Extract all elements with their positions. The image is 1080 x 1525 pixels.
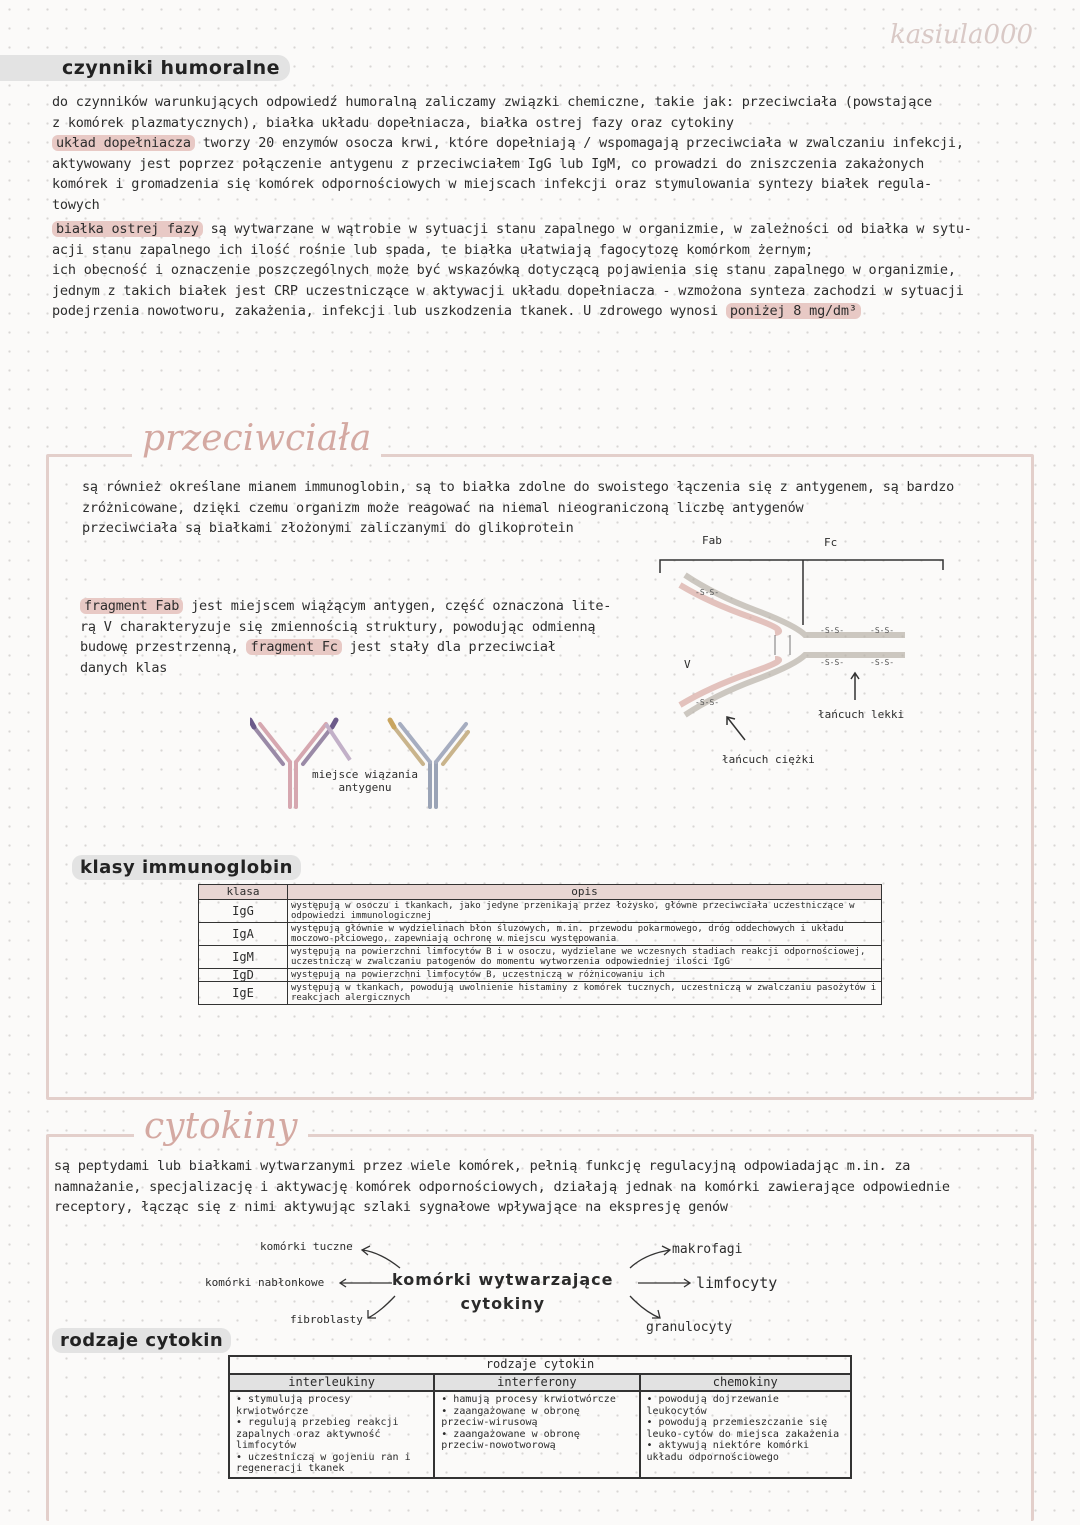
text-line: przeciwciała są białkami złożonymi zaliczanymi do glikoprotein xyxy=(82,520,574,536)
column-header: chemokiny xyxy=(640,1374,852,1392)
list-item-text: zaangażowane w obronę przeciw-nowotworową xyxy=(441,1428,580,1451)
ig-desc: występują w tkankach, powodują uwolnienie histaminy z komórek tucznych, uczestniczą w zwalczaniu pasożytów i reakcjach alergicznych xyxy=(288,982,882,1005)
complement-term: układ dopełniacza xyxy=(52,135,195,151)
table-header-row xyxy=(229,1374,851,1392)
label-line: cytokiny xyxy=(460,1294,545,1313)
ig-class: IgE xyxy=(199,982,288,1005)
table-row xyxy=(199,946,882,969)
text-line xyxy=(80,637,660,658)
column-header-desc: opis xyxy=(288,885,882,900)
antibody-structure-diagram xyxy=(655,555,955,745)
arrow-macrophages xyxy=(630,1246,670,1268)
producer-lymphocytes: limfocyty xyxy=(696,1274,778,1292)
section-heading-ig-classes: klasy immunoglobin xyxy=(72,855,301,880)
list-item-text: hamują procesy krwiotwórcze xyxy=(453,1394,616,1405)
list-item: • stymulują procesy krwiotwórcze xyxy=(236,1394,351,1417)
list-item-text: zaangażowane w obronę przeciw-wirusową xyxy=(441,1405,580,1428)
list-item: • powodują przemieszczanie się leuko-cytów do miejsca zakażenia xyxy=(646,1417,840,1440)
ig-desc: występują na powierzchni limfocytów B, uczestniczą w różnicowaniu ich xyxy=(288,969,882,982)
v-label: V xyxy=(684,658,691,671)
text-span: budowę przestrzenną, xyxy=(80,639,247,655)
fab-term: fragment Fab xyxy=(80,598,183,614)
humoral-text xyxy=(52,92,1062,322)
hinge xyxy=(775,635,790,655)
table-cell xyxy=(229,1391,434,1478)
signature: kasiula000 xyxy=(890,20,1034,50)
producer-granulocytes: granulocyty xyxy=(646,1320,733,1335)
list-item-text: powodują dojrzewanie leukocytów xyxy=(646,1394,779,1417)
table-row xyxy=(199,982,882,1005)
text-line: acji stanu zapalnego ich ilość rośnie lub spada, te białka ułatwiają fagocytozę komórkom żernym; xyxy=(52,241,814,258)
antibodies-intro xyxy=(82,477,1022,539)
text-line: namnażanie, specjalizację i aktywację komórek odpornościowych, działają jednak na komórki zawierające odpowiednie xyxy=(54,1178,950,1195)
ss-bond: -S-S- xyxy=(820,626,845,635)
text-line: receptory, łącząc się z nimi aktywując szlaki sygnałowe wpływające na ekspresję genów xyxy=(54,1199,728,1215)
table-title-row xyxy=(229,1356,851,1374)
text-line xyxy=(52,133,1062,154)
arrow-lymphocytes xyxy=(638,1279,690,1287)
list-item-text: regulują przebieg reakcji zapalnych oraz aktywność limfocytów xyxy=(236,1417,399,1451)
crp-value: poniżej 8 mg/dm³ xyxy=(726,303,861,319)
ss-bond: -S-S- xyxy=(870,626,895,635)
heavy-chain-label: łańcuch ciężki xyxy=(722,753,815,766)
text-line: są peptydami lub białkami wytwarzanymi przez wiele komórek, pełnią funkcję regulacyjną odpowiadając m.in. za xyxy=(54,1158,911,1174)
text-line: z komórek plazmatycznych), białka układu dopełniacza, białka ostrej fazy oraz cytokiny xyxy=(52,114,734,131)
text-span: jest miejscem wiążącym antygen, część oznaczona lite- xyxy=(183,598,612,614)
list-item-text: stymulują procesy krwiotwórcze xyxy=(236,1394,351,1417)
table-row xyxy=(229,1391,851,1478)
text-line: aktywowany jest poprzez połączenie antygenu z przeciwciałem IgG lub IgM, co prowadzi do zniszczenia zakażonych xyxy=(52,155,925,172)
fab-label: Fab xyxy=(702,534,722,547)
ig-desc: występują na powierzchni limfocytów B i w osoczu, wydzielane we wczesnych stadiach reakcji odpornościowej, uczestniczą w zwalczaniu patogenów do momentu wytworzenia odpowiedniej ilości IgG xyxy=(288,946,882,969)
ss-bond: -S-S- xyxy=(695,588,720,597)
list-item: • zaangażowane w obronę przeciw-nowotworową xyxy=(441,1428,580,1451)
producer-mast-cells: komórki tuczne xyxy=(260,1240,353,1253)
label-line: miejsce wiązania xyxy=(312,768,418,781)
producer-fibroblasts: fibroblasty xyxy=(290,1313,363,1326)
text-line: jednym z takich białek jest CRP uczestniczące w aktywacji układu dopełniacza - wzmożona synteza zachodzi w sytuacji xyxy=(52,282,964,299)
text-span: jest stały dla przeciwciał xyxy=(341,639,556,655)
producer-endothelial: komórki nabłonkowe xyxy=(205,1276,325,1289)
text-line: komórek i gromadzenia się komórek odpornościowych w miejscach infekcji oraz stymulowania syntezy białek regula- xyxy=(52,176,932,192)
fab-bracket xyxy=(660,560,803,573)
acute-phase-term: białka ostrej fazy xyxy=(52,221,203,237)
table-title: rodzaje cytokin xyxy=(229,1356,851,1374)
antibody-mid-arm xyxy=(326,724,350,760)
fc-term: fragment Fc xyxy=(246,639,341,655)
light-chain-label: łańcuch lekki xyxy=(818,708,905,721)
text-line: zróżnicowane, dzięki czemu organizm może reagować na niemal nieograniczoną liczbę antygenów xyxy=(82,499,804,516)
text-line: danych klas xyxy=(80,659,168,676)
antibody-icons xyxy=(250,712,470,812)
table-row xyxy=(199,923,882,946)
fc-label: Fc xyxy=(824,536,838,549)
table-header-row xyxy=(199,885,882,900)
table-row xyxy=(199,900,882,923)
text-line: do czynników warunkujących odpowiedź humoralną zaliczamy związki chemiczne, takie jak: przeciwciała (powstające xyxy=(52,94,932,110)
ss-bond: -S-S- xyxy=(870,658,895,667)
producers-arrows xyxy=(300,1240,700,1330)
section-title-antibodies: przeciwciała xyxy=(132,418,381,459)
section-title-cytokines: cytokiny xyxy=(134,1106,308,1147)
list-item: • hamują procesy krwiotwórcze xyxy=(441,1394,616,1405)
ig-class: IgD xyxy=(199,969,288,982)
ig-class: IgG xyxy=(199,900,288,923)
list-item: • zaangażowane w obronę przeciw-wirusową xyxy=(441,1405,580,1428)
text-line xyxy=(52,301,1062,322)
heavy-chain-arrow xyxy=(727,717,745,740)
text-line: ich obecność i oznaczenie poszczególnych może być wskazówką dotyczącą pojawienia się stanu zapalnego w organizmie, xyxy=(52,262,956,278)
list-item: • regulują przebieg reakcji zapalnych oraz aktywność limfocytów xyxy=(236,1417,399,1451)
section-heading-humoral: czynniki humoralne xyxy=(0,55,290,81)
text-line: rą V charakteryzuje się zmiennością struktury, powodując odmienną xyxy=(80,618,596,635)
column-header: interleukiny xyxy=(229,1374,434,1392)
cytokines-intro xyxy=(54,1156,1014,1218)
label-line: komórki wytwarzające xyxy=(392,1270,614,1289)
text-line xyxy=(80,596,660,617)
list-item-text: uczestniczą w gojeniu ran i regeneracji tkanek xyxy=(236,1451,411,1474)
text-span: tworzy 20 enzymów osocza krwi, które dopełniają / wspomagają przeciwciała w zwalczaniu infekcji, xyxy=(194,135,964,151)
text-line: są również określane mianem immunoglobin, są to białka zdolne do swoistego łączenia się z antygenem, są bardzo xyxy=(82,479,955,495)
ig-desc: występują głównie w wydzielinach błon śluzowych, m.in. przewodu pokarmowego, dróg oddechowych i układu moczowo-płciowego, zapewniają ochronę w miejscu występowania xyxy=(288,923,882,946)
arrow-fibroblasts xyxy=(368,1296,395,1318)
fab-fc-text xyxy=(80,596,660,678)
ig-classes-table xyxy=(198,884,882,1005)
table-cell xyxy=(640,1391,852,1478)
list-item: • aktywują niektóre komórki układu odpornościowego xyxy=(646,1440,810,1463)
arrow-granulocytes xyxy=(630,1296,660,1318)
ig-desc: występują w osoczu i tkankach, jako jedyne przenikają przez łożysko, główne przeciwciała uczestniczące w odpowiedzi immunologicznej xyxy=(288,900,882,923)
table-cell xyxy=(434,1391,639,1478)
section-heading-cytokine-types: rodzaje cytokin xyxy=(52,1328,231,1353)
list-item: • powodują dojrzewanie leukocytów xyxy=(646,1394,779,1417)
light-chain-arrow xyxy=(851,673,859,700)
text-span: są wytwarzane w wątrobie w sytuacji stanu zapalnego w organizmie, w zależności od białka w sytu- xyxy=(202,221,972,237)
list-item: • uczestniczą w gojeniu ran i regeneracji tkanek xyxy=(236,1451,411,1474)
binding-site-label xyxy=(312,768,418,794)
column-header-class: klasa xyxy=(199,885,288,900)
arrow-mast xyxy=(362,1246,400,1268)
label-line: antygenu xyxy=(338,781,392,794)
producer-macrophages: makrofagi xyxy=(672,1242,743,1257)
text-line xyxy=(52,219,1062,240)
column-header: interferony xyxy=(434,1374,639,1392)
list-item-text: aktywują niektóre komórki układu odpornościowego xyxy=(646,1440,810,1463)
text-line: towych xyxy=(52,196,100,213)
fc-bracket xyxy=(803,560,943,570)
ss-bond: -S-S- xyxy=(820,658,845,667)
table-row xyxy=(199,969,882,982)
ig-class: IgM xyxy=(199,946,288,969)
text-span: podejrzenia nowotworu, zakażenia, infekcji lub uszkodzenia tkanek. U zdrowego wynosi xyxy=(52,303,726,319)
cytokine-types-table xyxy=(228,1355,852,1479)
list-item-text: powodują przemieszczanie się leuko-cytów do miejsca zakażenia xyxy=(646,1417,840,1440)
arrow-endothelial xyxy=(340,1279,392,1287)
ss-bond: -S-S- xyxy=(695,698,720,707)
ig-class: IgA xyxy=(199,923,288,946)
